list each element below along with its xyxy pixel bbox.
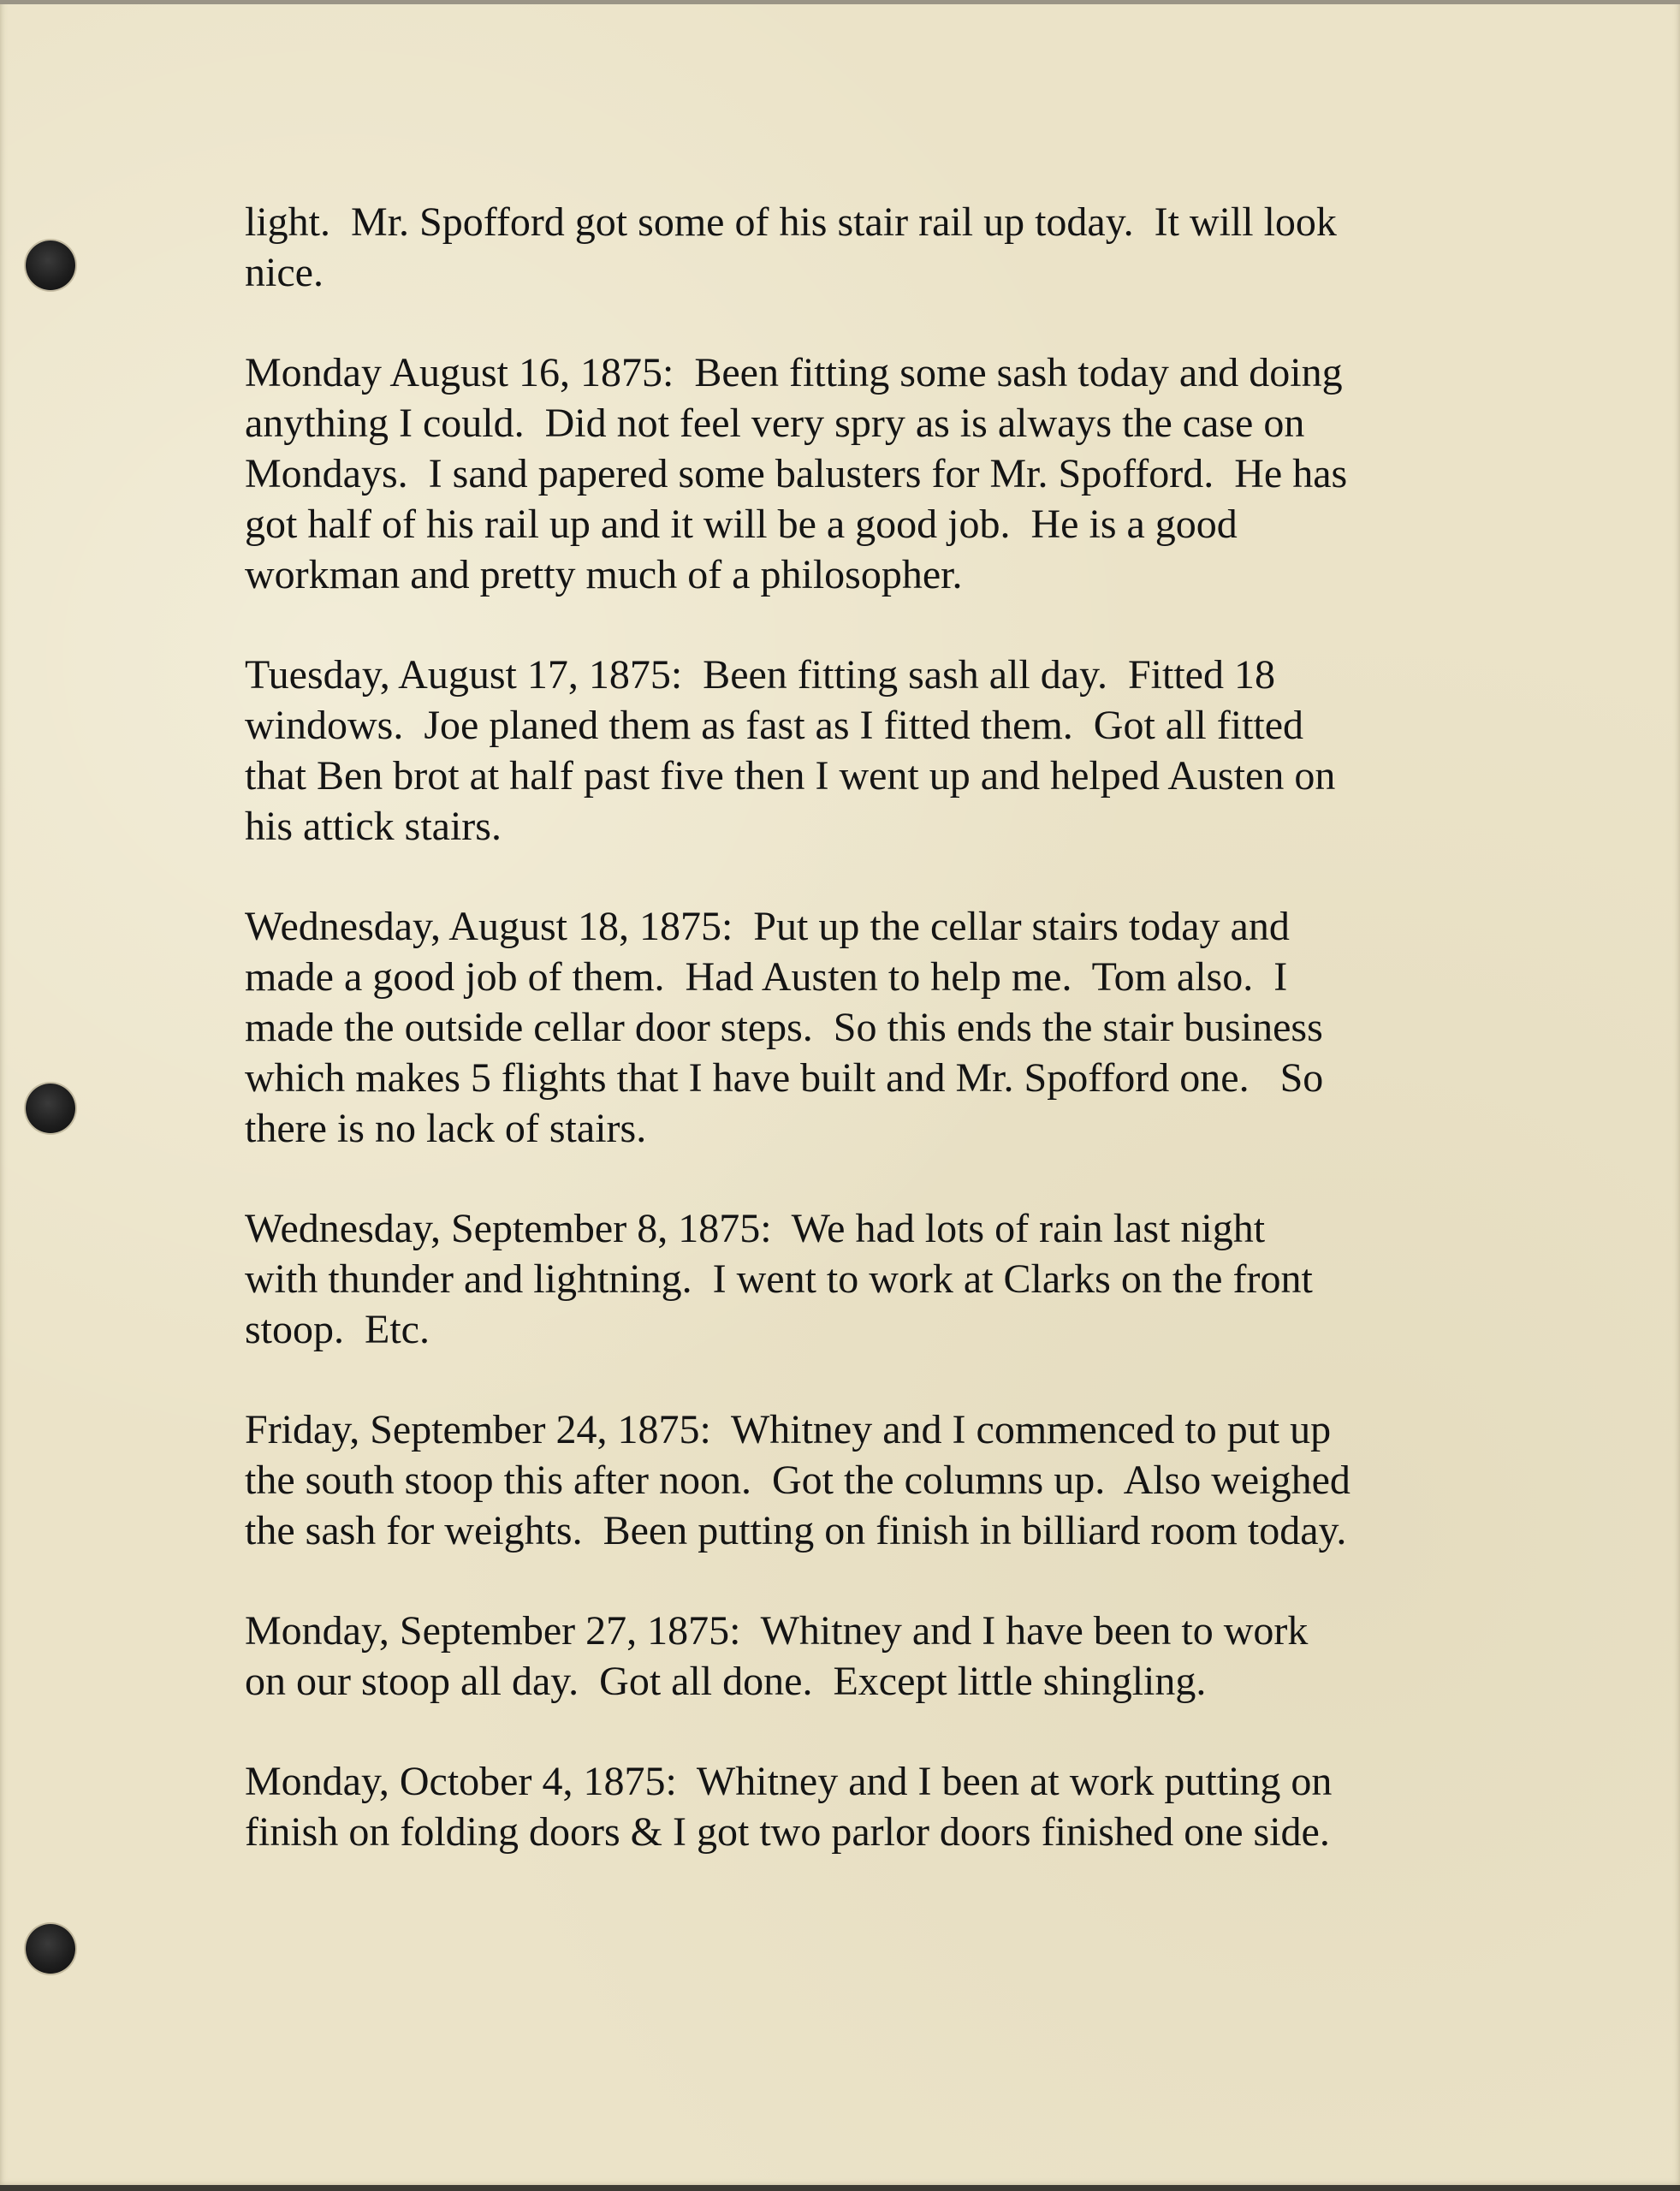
- diary-entry: Tuesday, August 17, 1875: Been fitting sash all day. Fitted 18 windows. Joe planed them as fast as I fitted them. Got all fitted that Ben brot at half past five then I went up and helped Austen on his attick stairs.: [245, 652, 1336, 849]
- binder-hole-bottom: [26, 1924, 75, 1974]
- diary-entry: Monday, October 4, 1875: Whitney and I been at work putting on finish on folding doors & I got two parlor doors finished one side.: [245, 1759, 1333, 1855]
- binder-hole-top: [26, 240, 75, 290]
- diary-entry: Friday, September 24, 1875: Whitney and I commenced to put up the south stoop this after noon. Got the columns up. Also weighed the sash for weights. Been putting on finish in billiard room today.: [245, 1407, 1351, 1553]
- page-top-edge: [0, 0, 1680, 4]
- diary-entry: Wednesday, September 8, 1875: We had lots of rain last night with thunder and lightning. I went to work at Clarks on the front stoop. Etc.: [245, 1206, 1313, 1352]
- diary-entry: Monday August 16, 1875: Been fitting some sash today and doing anything I could. Did not feel very spry as is always the case on Mondays. I sand papered some balusters for Mr. Spofford. He has got half of his rail up and it will be a good job. He is a good workman and pretty much of a philosopher.: [245, 350, 1348, 597]
- binder-hole-middle: [26, 1084, 75, 1133]
- diary-entry: Monday, September 27, 1875: Whitney and I have been to work on our stoop all day. Got all done. Except little shingling.: [245, 1608, 1309, 1704]
- diary-text: [245, 197, 1460, 1907]
- diary-entry: Wednesday, August 18, 1875: Put up the cellar stairs today and made a good job of them. Had Austen to help me. Tom also. I made the outside cellar door steps. So this ends the stair business which makes 5 flights that I have built and Mr. Spofford one. So there is no lack of stairs.: [245, 904, 1324, 1151]
- diary-paragraph: light. Mr. Spofford got some of his stair rail up today. It will look nice.: [245, 199, 1337, 295]
- page-bottom-edge: [0, 2185, 1680, 2191]
